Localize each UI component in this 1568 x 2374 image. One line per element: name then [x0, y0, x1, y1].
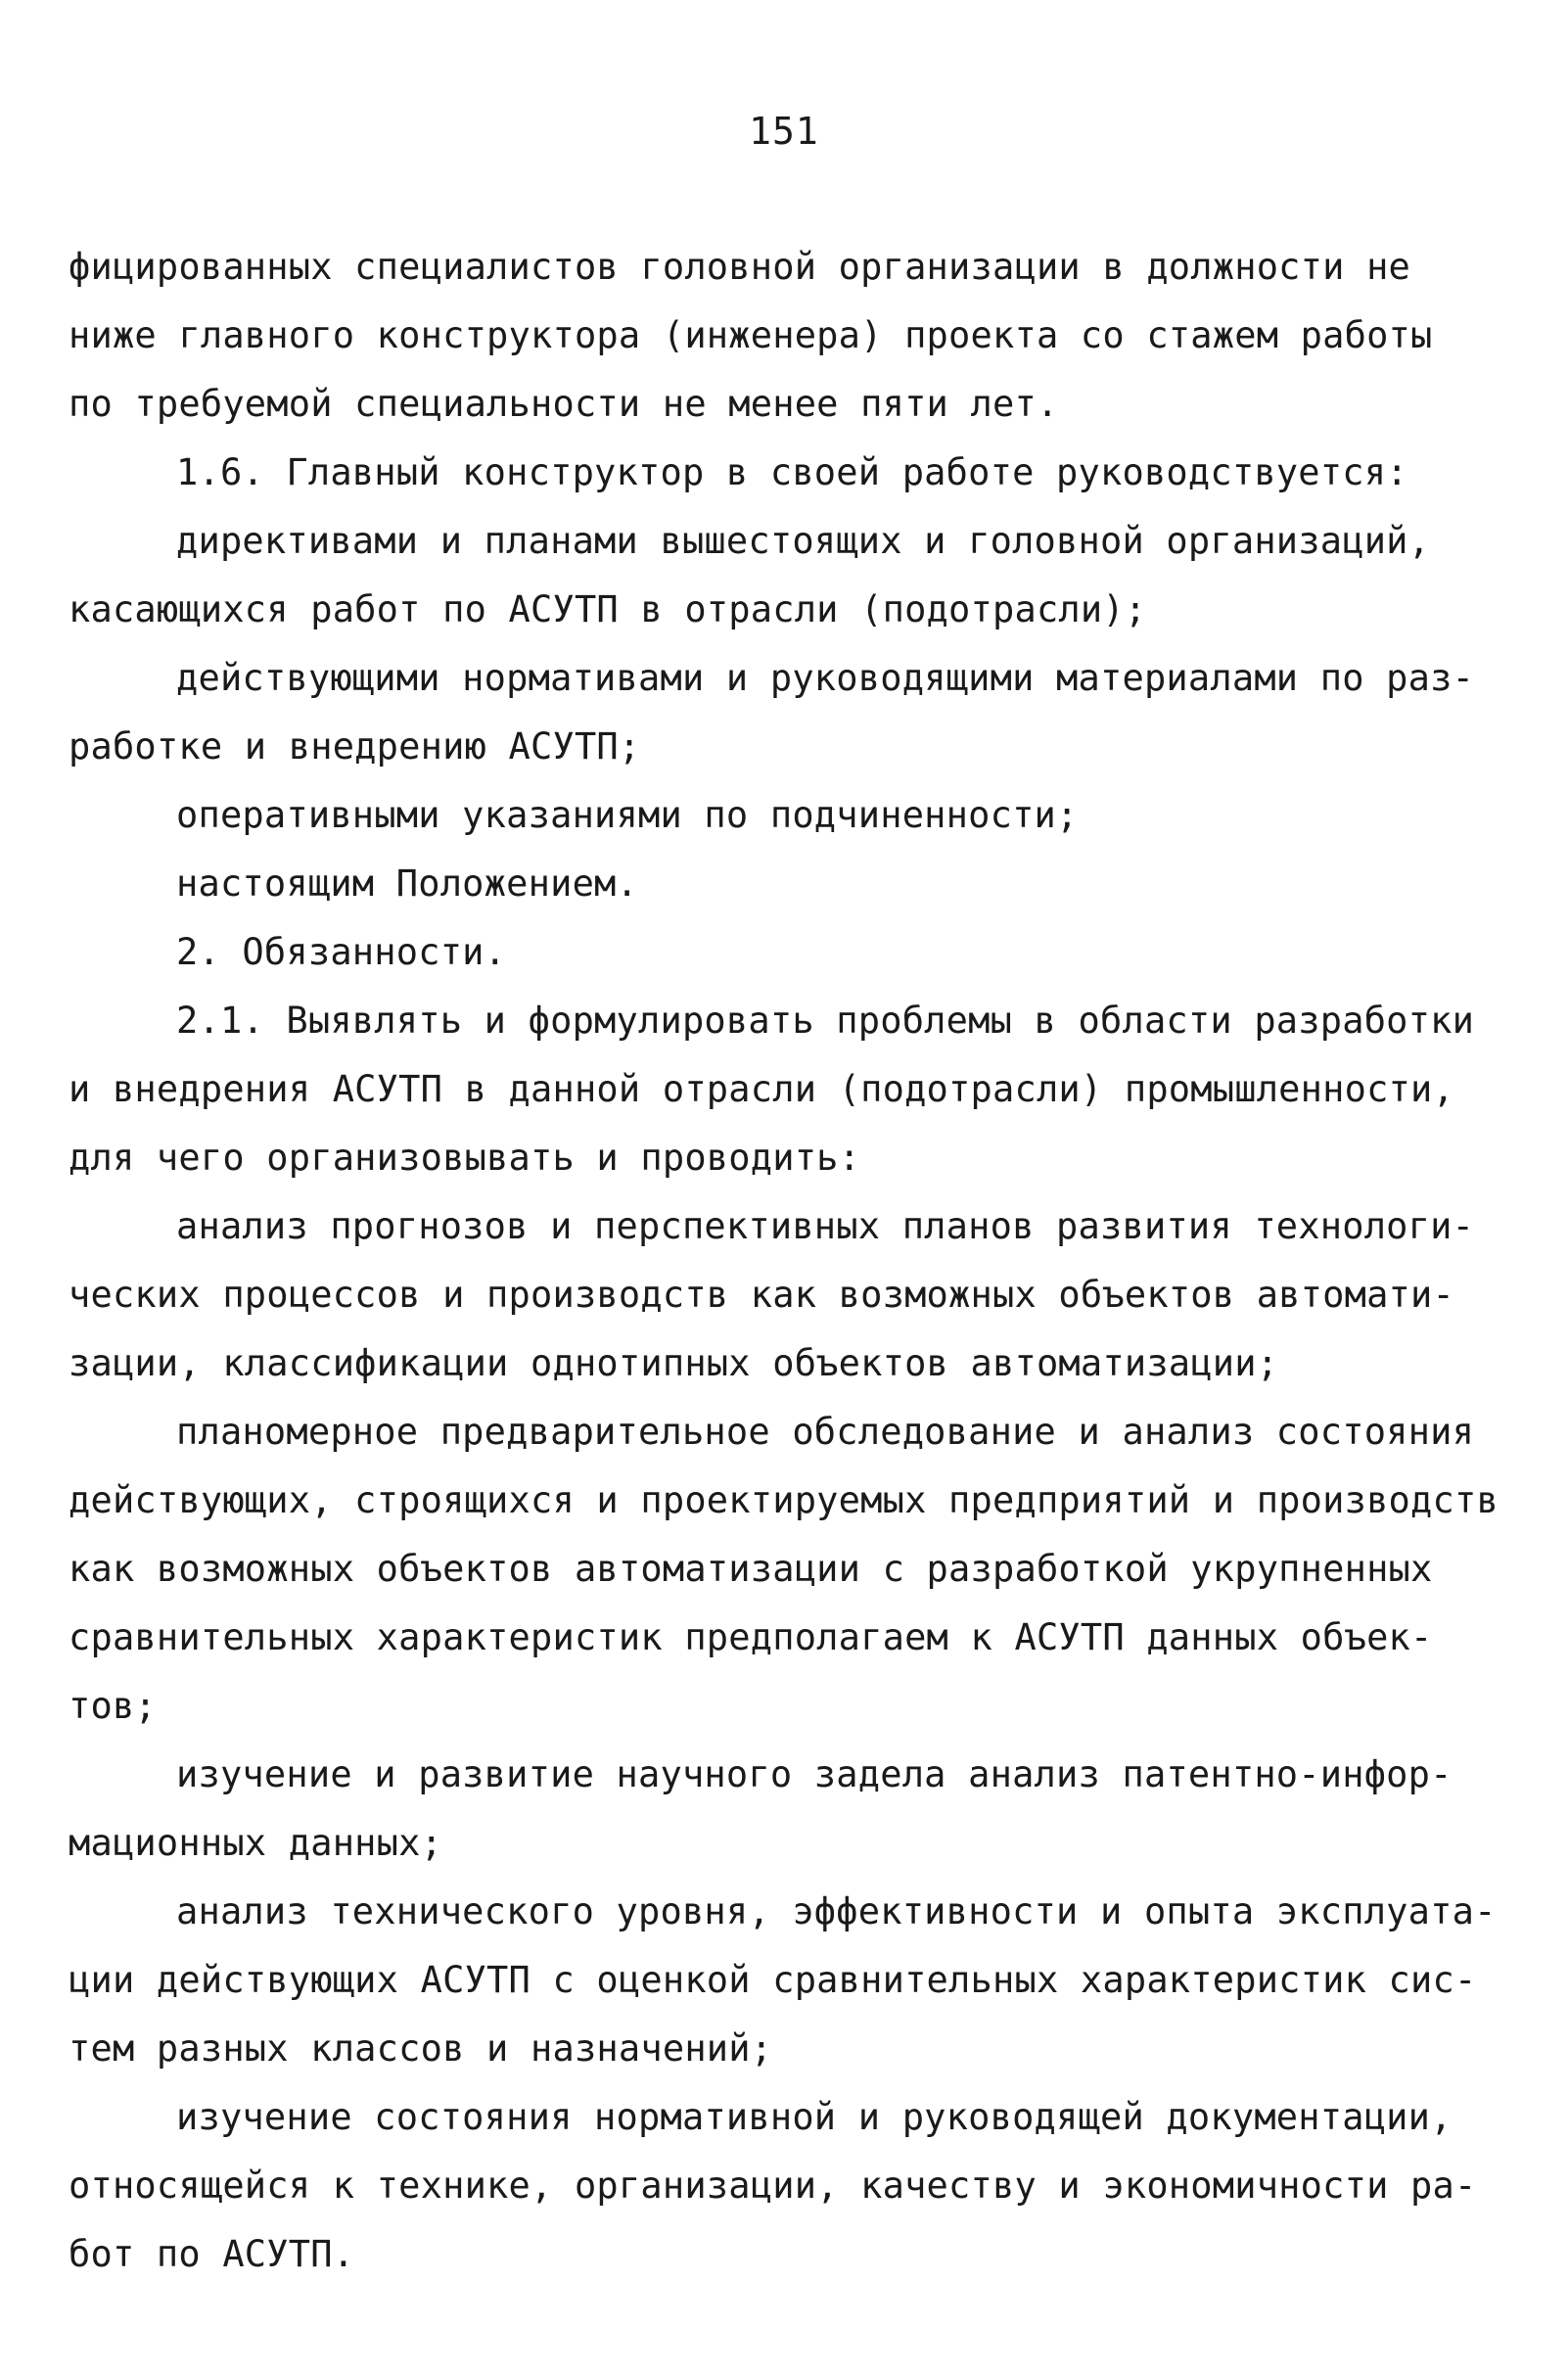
text-line-19: действующих, строящихся и проектируемых предприятий и производств [69, 1479, 1499, 1521]
text-line-13: и внедрения АСУТП в данной отрасли (подотрасли) промышленности, [69, 1068, 1454, 1110]
text-line-29: относящейся к технике, организации, качеству и экономичности ра- [69, 2165, 1477, 2207]
text-line-5: директивами и планами вышестоящих и головной организаций, [176, 520, 1431, 562]
text-line-2: ниже главного конструктора (инженера) проекта со стажем работы [69, 314, 1433, 356]
text-line-27: тем разных классов и назначений; [69, 2027, 773, 2070]
text-line-7: действующими нормативами и руководящими материалами по раз- [176, 657, 1475, 699]
section-heading: 2. Обязанности. [176, 931, 507, 973]
text-line-4: 1.6. Главный конструктор в своей работе руководствуется: [176, 451, 1408, 493]
text-line-18: планомерное предварительное обследование и анализ состояния [176, 1411, 1475, 1453]
text-line-3: по требуемой специальности не менее пяти лет. [69, 383, 1059, 425]
text-line-15: анализ прогнозов и перспективных планов развития технологи- [176, 1205, 1475, 1247]
text-line-21: сравнительных характеристик предполагаем к АСУТП данных объек- [69, 1616, 1433, 1658]
text-line-16: ческих процессов и производств как возможных объектов автомати- [69, 1274, 1454, 1316]
text-line-22: тов; [69, 1685, 157, 1727]
document-body [69, 233, 1499, 2289]
text-line-1: фицированных специалистов головной организации в должности не [69, 246, 1411, 288]
text-line-24: мационных данных; [69, 1822, 443, 1864]
text-line-12: 2.1. Выявлять и формулировать проблемы в области разработки [176, 1000, 1475, 1042]
page-number: 151 [749, 110, 819, 153]
text-line-10: настоящим Положением. [176, 862, 638, 905]
text-line-9: оперативными указаниями по подчиненности; [176, 794, 1079, 836]
text-line-23: изучение и развитие научного задела анализ патентно-инфор- [176, 1753, 1453, 1795]
text-line-8: работке и внедрению АСУТП; [69, 725, 641, 768]
text-line-28: изучение состояния нормативной и руководящей документации, [176, 2096, 1453, 2138]
text-line-25: анализ технического уровня, эффективности и опыта эксплуата- [176, 1890, 1497, 1932]
text-line-20: как возможных объектов автоматизации с разработкой укрупненных [69, 1548, 1433, 1590]
text-line-6: касающихся работ по АСУТП в отрасли (подотрасли); [69, 588, 1147, 630]
text-line-17: зации, классификации однотипных объектов автоматизации; [69, 1342, 1279, 1384]
text-line-26: ции действующих АСУТП с оценкой сравнительных характеристик сис- [69, 1959, 1477, 2001]
text-line-14: для чего организовывать и проводить: [69, 1137, 861, 1179]
text-line-30: бот по АСУТП. [69, 2233, 355, 2275]
